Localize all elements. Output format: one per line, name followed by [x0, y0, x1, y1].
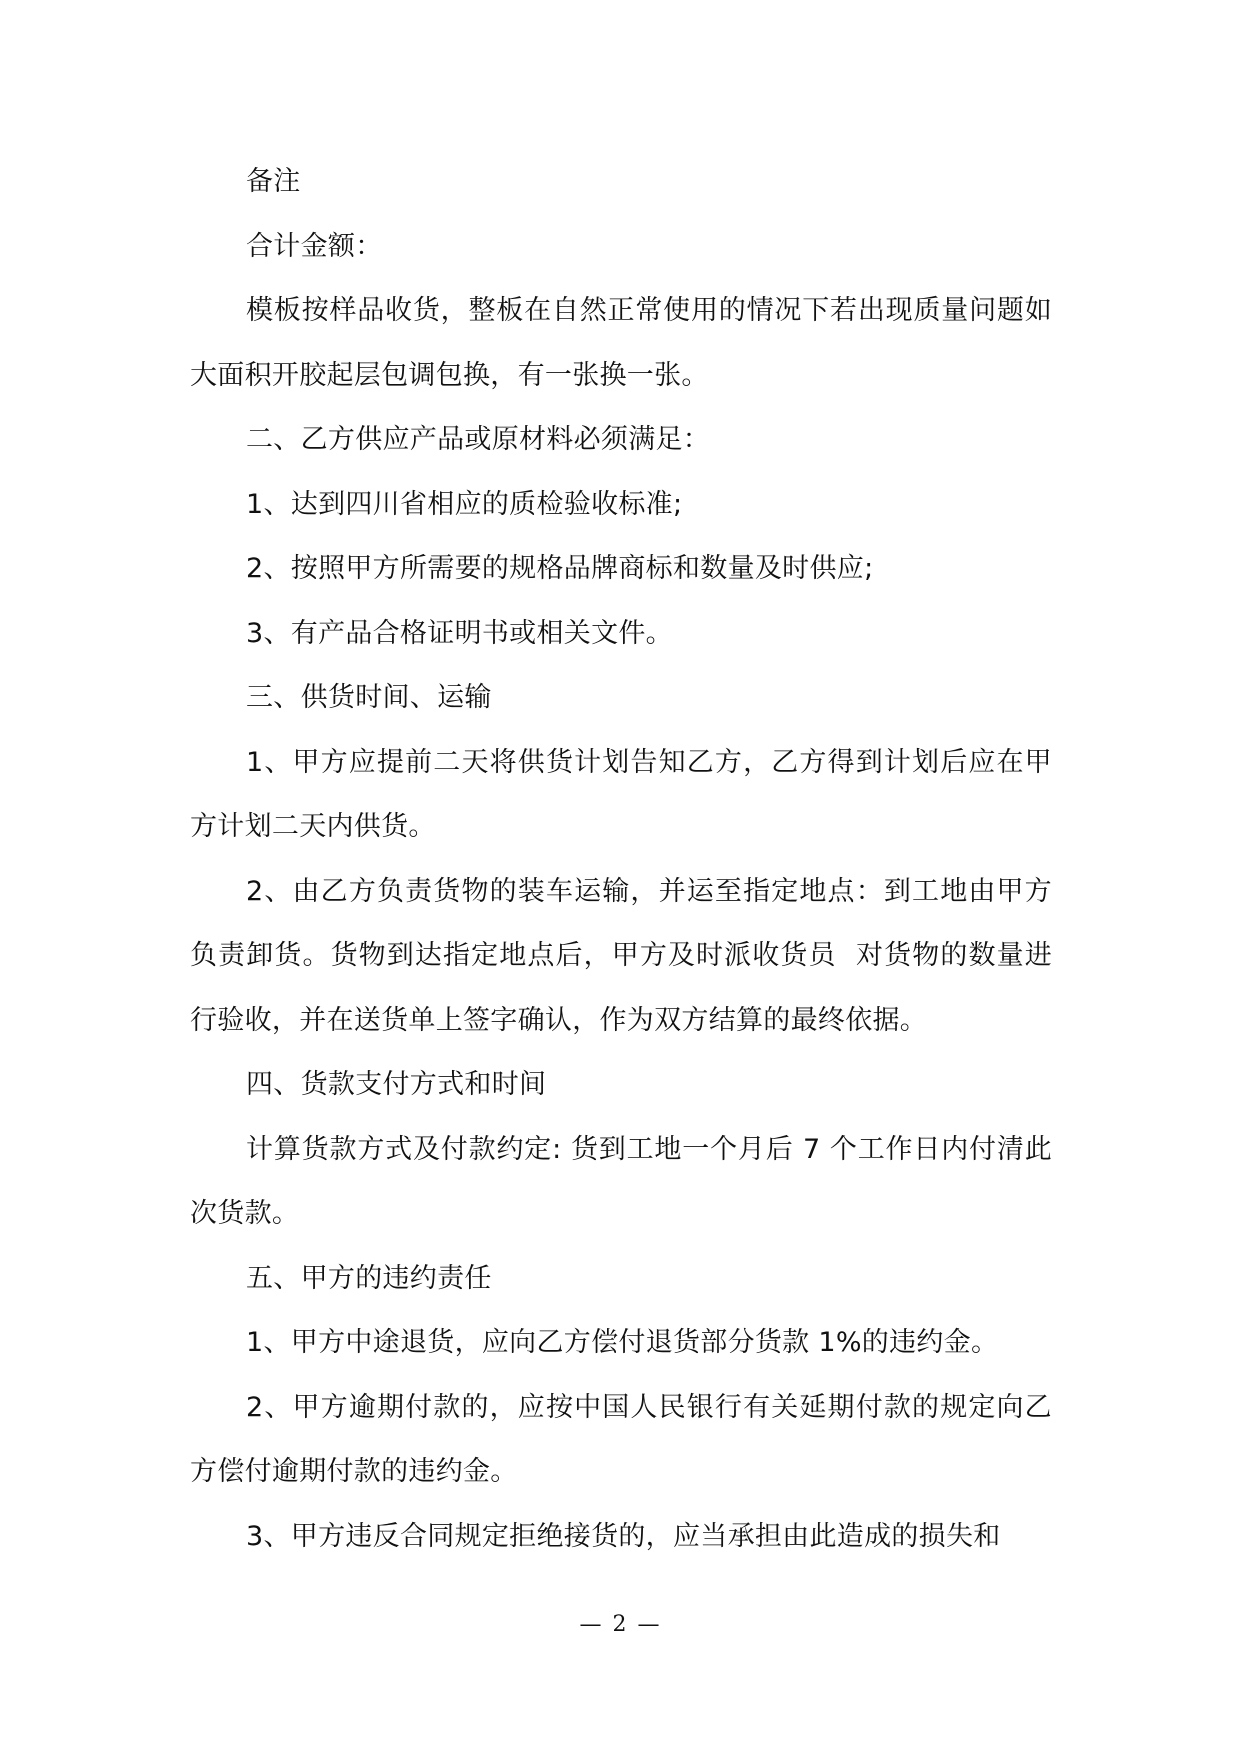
paragraph-2-3: 3、有产品合格证明书或相关文件。 — [246, 617, 673, 649]
paragraph-2-2: 2、按照甲方所需要的规格品牌商标和数量及时供应; — [246, 553, 874, 584]
paragraph-5-1: 1、甲方中途退货，应向乙方偿付退货部分货款 1%的违约金。 — [246, 1327, 999, 1358]
paragraph-2-1: 1、达到四川省相应的质检验收标准; — [246, 488, 683, 520]
paragraph-3-1: 1、甲方应提前二天将供货计划告知乙方，乙方得到计划后应在甲方计划二天内供货。 — [190, 746, 1052, 842]
paragraph-5-3: 3、甲方违反合同规定拒绝接货的，应当承担由此造成的损失和 — [246, 1520, 1001, 1552]
section-heading-2: 二、乙方供应产品或原材料必须满足： — [246, 424, 711, 455]
paragraph-4-payment: 计算货款方式及付款约定: 货到工地一个月后 7 个工作日内付清此次货款。 — [190, 1133, 1052, 1229]
paragraph-template-acceptance: 模板按样品收货，整板在自然正常使用的情况下若出现质量问题如大面积开胶起层包调包换，有一张换一张。 — [190, 295, 1052, 391]
section-heading-4: 四、货款支付方式和时间 — [246, 1069, 547, 1100]
page-number: — 2 — — [579, 1612, 662, 1637]
paragraph-total-amount: 合计金额： — [246, 230, 383, 262]
paragraph-5-2: 2、甲方逾期付款的，应按中国人民银行有关延期付款的规定向乙方偿付逾期付款的违约金。 — [190, 1391, 1052, 1487]
section-heading-5: 五、甲方的违约责任 — [246, 1262, 492, 1294]
paragraph-3-2: 2、由乙方负责货物的装车运输，并运至指定地点：到工地由甲方负责卸货。货物到达指定地点后，甲方及时派收货员 对货物的数量进行验收，并在送货单上签字确认，作为双方结算的最终依据。 — [190, 875, 1052, 1036]
paragraph-remarks: 备注 — [246, 166, 301, 197]
section-heading-3: 三、供货时间、运输 — [246, 682, 492, 713]
document-body — [190, 150, 1052, 1569]
